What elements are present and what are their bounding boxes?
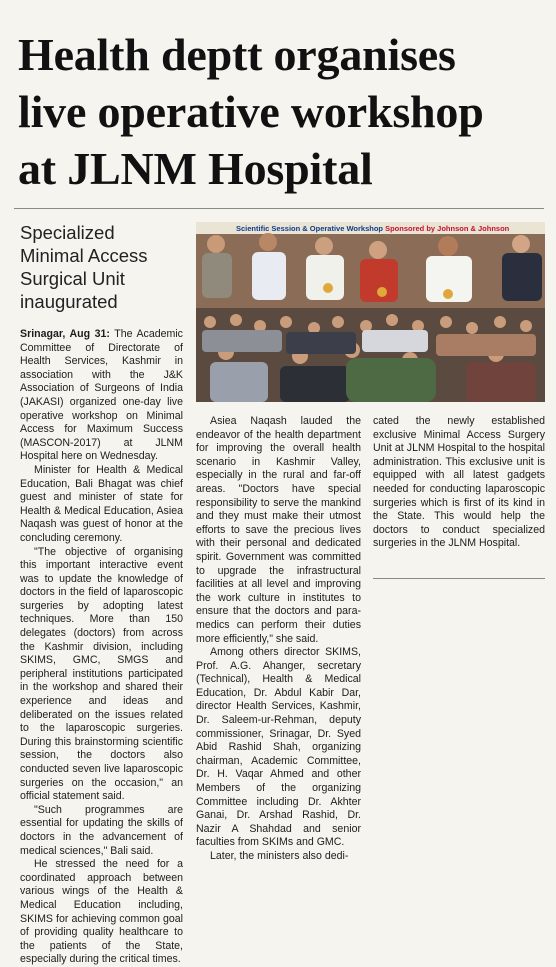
article-paragraph-8-start: Later, the ministers also dedi- xyxy=(210,850,349,862)
photo-banner xyxy=(236,224,509,233)
article-paragraph-8-end: cated the newly established exclusive Minimal Access Surgery Unit at JLNM Hospital to the hospital administration. This exclusive unit is equipped with all latest gadgets needed for conducting laparoscopic surgeries which is first of its kind in the State. This would help the doctors to conduct specialized surgeries in the JLNM Hospital. xyxy=(373,415,545,550)
article-paragraph-7: Among others director SKIMS, Prof. A.G. Ahanger, secretary (Technical), Health & Medical Education, Dr. Abdul Kabir Dar, director Health Services, Kashmir, Dr. Saleem-ur-Rehman, deputy commissioner, Srinagar, Dr. Syed Abid Rashid Shah, organizing chairman, Academic Committee, Dr. H. Vaqar Ahmed and other Members of the organizing Committee including Dr. Akhter Ganai, Dr. Arshad Rashid, Dr. Nazir A Shahdad and senior faculties from SKIMs and GMC. xyxy=(196,646,361,849)
article-column-2 xyxy=(196,415,361,864)
article-column-1 xyxy=(20,328,183,967)
banner-event-title: Scientific Session & Operative Workshop xyxy=(236,224,383,233)
article-paragraph-4: "Such programmes are essential for updating the skills of doctors in the advancement of medical sciences," Bali said. xyxy=(20,803,183,857)
subhead-line-2: Minimal Access xyxy=(20,245,148,266)
article-paragraph-1 xyxy=(20,328,183,464)
subhead-line-3: Surgical Unit xyxy=(20,268,125,289)
article-paragraph-2: Minister for Health & Medical Education, Bali Bhagat was chief guest and minister of state for Health & Medical Education, Asiea Naqash was guest of honor at the concluding ceremony. xyxy=(20,463,183,544)
article-paragraph-3: "The objective of organising this important interactive event was to update the knowledge of doctors in the field of laparoscopic surgeries by adopting latest techniques. More than 150 delegates (doctors) from across the Kashmir division, including SKIMS, GMC, SMGS and peripheral institutions participated in the workshop and shared their experience and ideas and deliberated on the issues related to the laparoscopic surgeries. During this brainstorming scientific session, the doctors also conducted seven live laparoscopic surgeries on the occasion," an official statement said. xyxy=(20,545,183,803)
article-end-rule xyxy=(373,578,545,579)
article-paragraph-6: Asiea Naqash lauded the endeavor of the health department for improving the overall health scenario in Kashmir Valley, especially in the rural and far-off areas. "Doctors have special responsibility to serve the mankind and they must make their utmost efforts to save the precious lives with their personal and dedicated spirit. Government was committed to upgrade the infrastructural facilities at all level and improving the work culture in institutes to ensure that the doctors and para-medics can perform their duties more efficiently," she said. xyxy=(196,415,361,645)
subhead-line-1: Specialized xyxy=(20,222,115,243)
article-paragraph-5: He stressed the need for a coordinated approach between various wings of the Health & Medical Education including, SKIMS for achieving common goal of providing quality healthcare to the patients of the State, especially during the critical times. xyxy=(20,858,183,966)
article-column-3 xyxy=(373,415,545,551)
subhead-line-4: inaugurated xyxy=(20,291,118,312)
paragraph-1-text: The Academic Committee of Directorate of Health Services, Kashmir in association with the J&K Association of Surgeons of India (JAKASI) organized one-day live operative workshop on Minimal Access for Maximum Success (MASCON-2017) at JLNM Hospital here on Wednesday. xyxy=(20,328,183,463)
headline xyxy=(18,26,548,197)
headline-line-3: at JLNM Hospital xyxy=(18,143,373,194)
banner-sponsor: Sponsored by Johnson & Johnson xyxy=(385,224,510,233)
event-photo xyxy=(196,222,545,402)
headline-line-2: live operative workshop xyxy=(18,86,484,137)
dateline: Srinagar, Aug 31: xyxy=(20,328,110,340)
headline-line-1: Health deptt organises xyxy=(18,29,456,80)
subheadline xyxy=(20,221,190,313)
event-photo-illustration xyxy=(196,222,545,402)
headline-divider xyxy=(14,208,544,209)
